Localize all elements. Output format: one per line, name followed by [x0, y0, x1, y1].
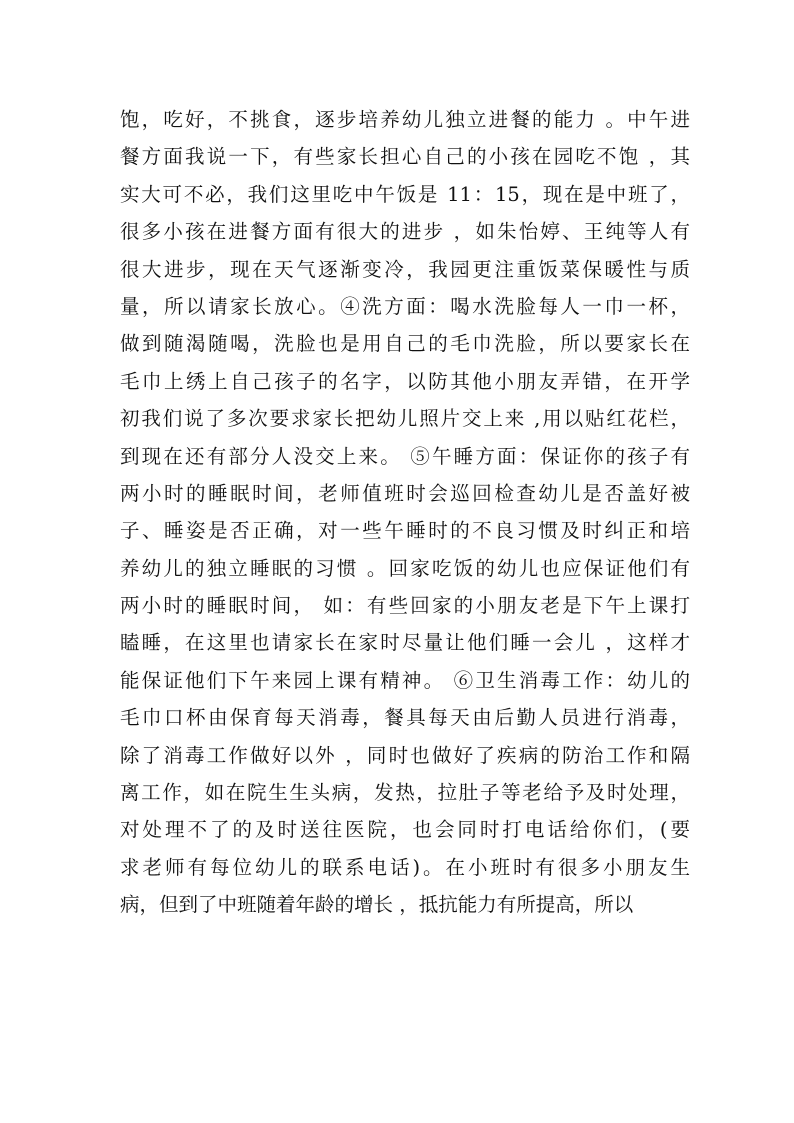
text-line: 到现在还有部分人没交上来。 ⑤午睡方面：保证你的孩子有: [120, 444, 690, 468]
document-body: [120, 101, 690, 924]
text-line: 病，但到了中班随着年龄的增长 ，抵抗能力有所提高，所以: [120, 893, 634, 917]
text-line: 养幼儿的独立睡眠的习惯 。回家吃饭的幼儿也应保证他们有: [120, 556, 690, 580]
text-line: 离工作，如在院生生头病，发热，拉肚子等老给予及时处理，: [120, 781, 690, 805]
text-line: 两小时的睡眠时间， 如：有些回家的小朋友老是下午上课打: [120, 594, 690, 618]
text-line: 餐方面我说一下，有些家长担心自己的小孩在园吃不饱 ，其: [120, 145, 690, 169]
text-line: 对处理不了的及时送往医院，也会同时打电话给你们，(要: [120, 818, 690, 842]
text-line: 子、睡姿是否正确，对一些午睡时的不良习惯及时纠正和培: [120, 519, 690, 543]
text-line: 初我们说了多次要求家长把幼儿照片交上来 ,用以贴红花栏，: [120, 407, 690, 431]
text-line: 能保证他们下午来园上课有精神。 ⑥卫生消毒工作：幼儿的: [120, 668, 690, 692]
text-line: 毛巾上绣上自己孩子的名字，以防其他小朋友弄错，在开学: [120, 369, 690, 393]
text-line: 除了消毒工作做好以外 ，同时也做好了疾病的防治工作和隔: [120, 743, 690, 767]
text-line: 做到随渴随喝，洗脸也是用自己的毛巾洗脸，所以要家长在: [120, 332, 690, 356]
text-line: 饱，吃好，不挑食，逐步培养幼儿独立进餐的能力 。中午进: [120, 108, 690, 131]
text-line: 量，所以请家长放心。④洗方面：喝水洗脸每人一巾一杯，: [120, 294, 690, 318]
text-line: 两小时的睡眠时间，老师值班时会巡回检查幼儿是否盖好被: [120, 481, 690, 505]
text-line: 瞌睡，在这里也请家长在家时尽量让他们睡一会儿 ，这样才: [120, 631, 690, 655]
text-line: 毛巾口杯由保育每天消毒，餐具每天由后勤人员进行消毒，: [120, 706, 690, 730]
text-line: 很多小孩在进餐方面有很大的进步 ，如朱怡婷、王纯等人有: [120, 220, 690, 244]
text-line: 求老师有每位幼儿的联系电话)。在小班时有很多小朋友生: [120, 855, 690, 879]
text-line: 很大进步，现在天气逐渐变冷，我园更注重饭菜保暖性与质: [120, 257, 690, 281]
text-line: 实大可不必，我们这里吃中午饭是 11：15，现在是中班了，: [120, 182, 690, 206]
